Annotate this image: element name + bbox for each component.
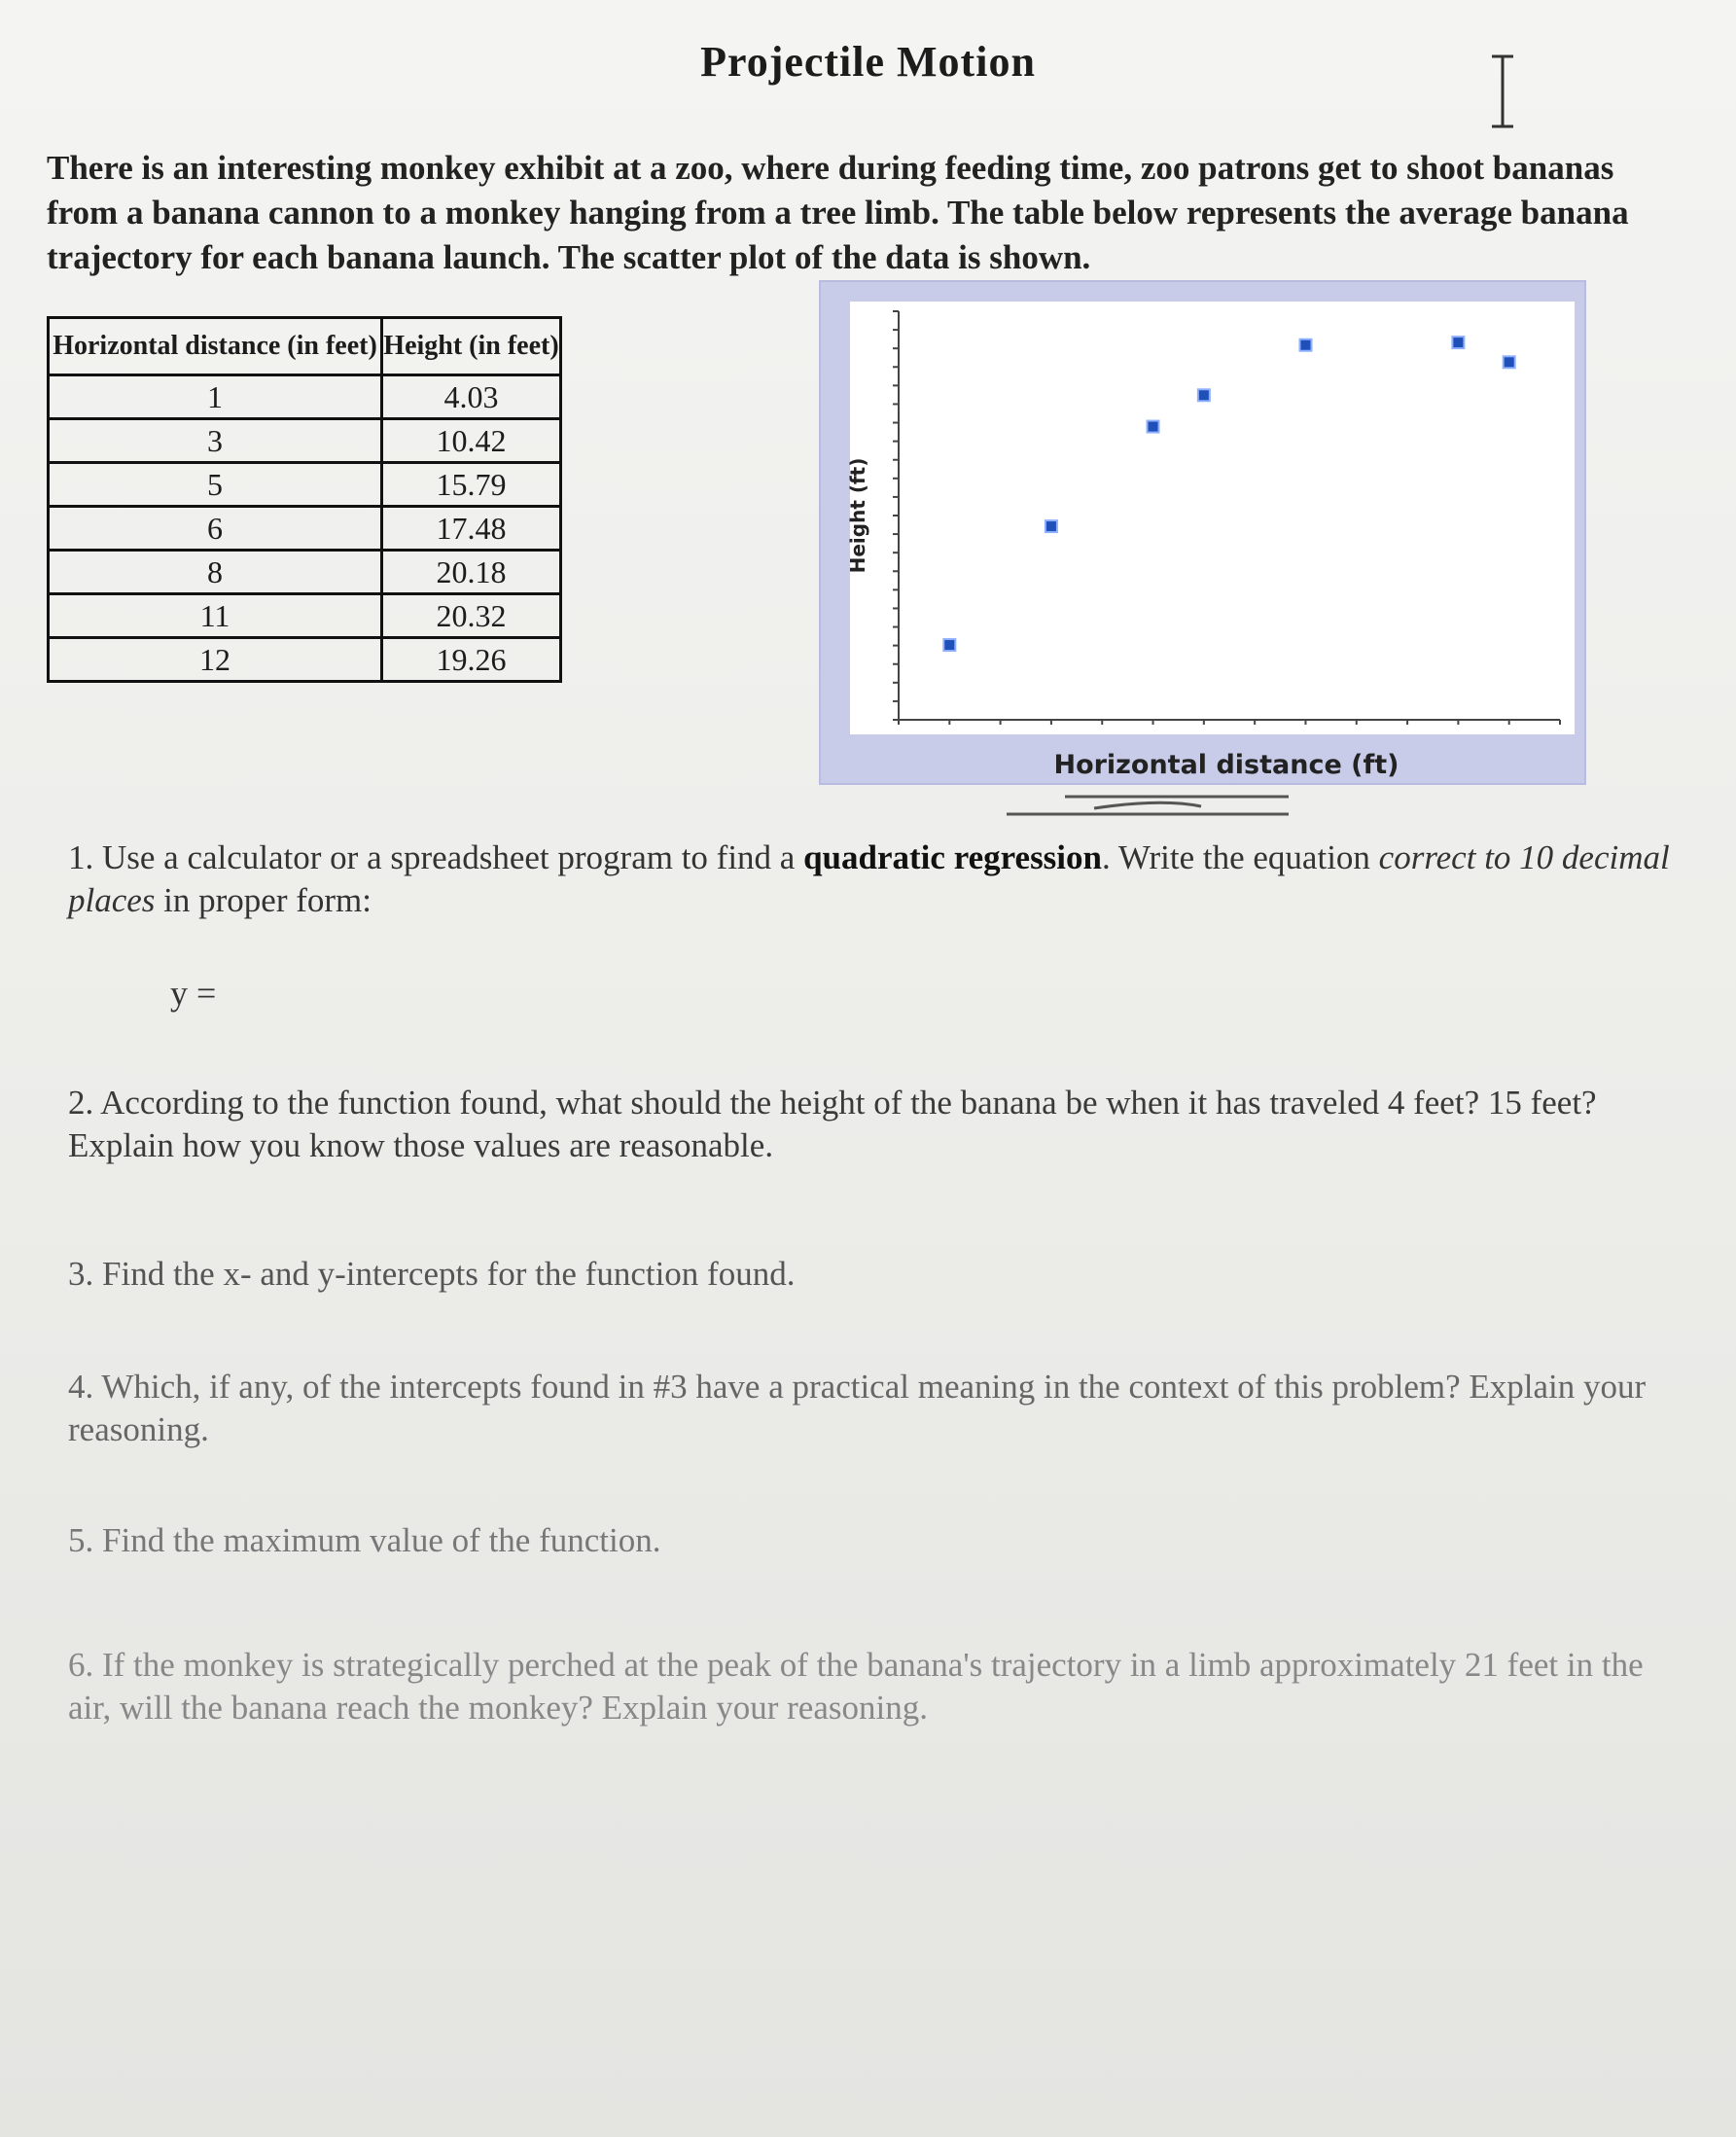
q1-text: 1. Use a calculator or a spreadsheet program to find a (68, 838, 804, 876)
cell-distance: 1 (49, 375, 382, 419)
data-point (1045, 520, 1057, 532)
data-table (47, 316, 562, 683)
q1-italic-text: correct to 10 decimal places (68, 838, 1670, 919)
header-height: Height (in feet) (382, 318, 561, 375)
table-row (49, 594, 561, 638)
scatter-chart (819, 280, 1586, 785)
cell-height: 20.32 (382, 594, 561, 638)
page-title: Projectile Motion (700, 38, 1036, 86)
cell-height: 19.26 (382, 638, 561, 682)
cell-height: 17.48 (382, 507, 561, 551)
question-5: 5. Find the maximum value of the function. (68, 1521, 661, 1559)
data-point (943, 639, 955, 651)
x-axis-label: Horizontal distance (ft) (1053, 750, 1399, 780)
data-point (1198, 389, 1210, 401)
question-6: 6. If the monkey is strategically perched at the peak of the banana's trajectory in a limb approximately 21 feet in the air, will the banana reach the monkey? Explain your reasoning. (68, 1646, 1644, 1727)
table-header-row (49, 318, 561, 375)
q1-text-mid: . Write the equation (1102, 838, 1379, 876)
question-2: 2. According to the function found, what should the height of the banana be when it has traveled 4 feet? 15 feet? Explain how you know those values are reasonable. (68, 1084, 1597, 1164)
q1-bold-text: quadratic regression (803, 838, 1102, 876)
cell-height: 4.03 (382, 375, 561, 419)
header-horizontal-distance: Horizontal distance (in feet) (49, 318, 382, 375)
pen-mark (1007, 793, 1289, 822)
question-3: 3. Find the x- and y-intercepts for the function found. (68, 1255, 796, 1293)
table-row (49, 551, 561, 594)
q1-answer-line: y = (170, 974, 217, 1013)
question-4: 4. Which, if any, of the intercepts found in #3 have a practical meaning in the context of this problem? Explain your reasoning. (68, 1368, 1647, 1448)
data-point (1148, 421, 1159, 433)
table-row (49, 419, 561, 463)
cell-distance: 11 (49, 594, 382, 638)
cell-distance: 6 (49, 507, 382, 551)
table-row (49, 507, 561, 551)
cell-height: 10.42 (382, 419, 561, 463)
y-axis-label: Height (ft) (846, 457, 869, 574)
data-point (1299, 339, 1311, 351)
question-1 (68, 837, 1683, 922)
table-row (49, 463, 561, 507)
cell-distance: 8 (49, 551, 382, 594)
plot-area (850, 302, 1575, 734)
table-row (49, 638, 561, 682)
intro-paragraph: There is an interesting monkey exhibit at a zoo, where during feeding time, zoo patrons get to shoot bananas from a banana cannon to a monkey hanging from a tree limb. The table below represents the average banana trajectory for each banana launch. The scatter plot of the data is shown. (47, 149, 1629, 276)
data-point (1504, 356, 1515, 368)
cell-distance: 12 (49, 638, 382, 682)
cell-distance: 3 (49, 419, 382, 463)
data-point (1452, 337, 1464, 348)
table-row (49, 375, 561, 419)
scatter-plot-svg (821, 282, 1584, 783)
cell-distance: 5 (49, 463, 382, 507)
text-cursor-icon (1488, 53, 1517, 129)
cell-height: 20.18 (382, 551, 561, 594)
cell-height: 15.79 (382, 463, 561, 507)
q1-text-end: in proper form: (155, 881, 372, 919)
